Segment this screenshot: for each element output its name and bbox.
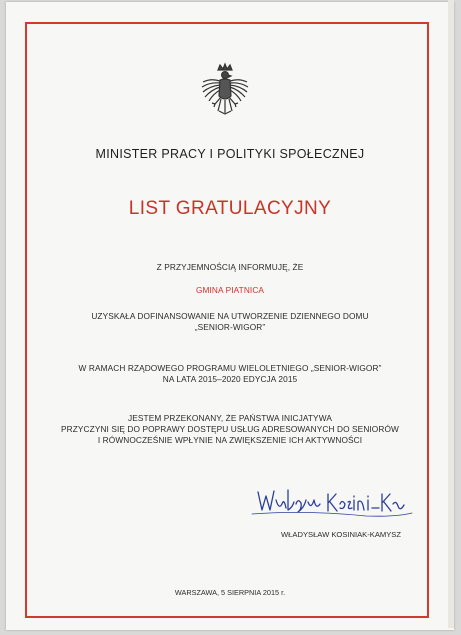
- closing-line-1: JESTEM PRZEKONANY, ŻE PAŃSTWA INICJATYWA: [128, 413, 332, 423]
- program-line-2: NA LATA 2015–2020 EDYCJA 2015: [162, 374, 298, 384]
- polish-eagle-emblem: [199, 62, 251, 124]
- letter-sheet: [6, 2, 454, 630]
- letter-title: LIST GRATULACYJNY: [128, 198, 332, 219]
- program-line-1: W RAMACH RZĄDOWEGO PROGRAMU WIELOLETNIEGO „SENIOR-WIGOR”: [78, 363, 382, 373]
- award-line-2: „SENIOR-WIGOR”: [194, 322, 266, 332]
- recipient-name: GMINA PIATNICA: [195, 285, 265, 295]
- ministry-heading: MINISTER PRACY I POLITYKI SPOŁECZNEJ: [95, 147, 365, 161]
- signatory-name: WŁADYSŁAW KOSINIAK-KAMYSZ: [281, 530, 401, 539]
- award-line-1: UZYSKAŁA DOFINANSOWANIE NA UTWORZENIE DZIENNEGO DOMU: [91, 311, 369, 321]
- place-and-date: WARSZAWA, 5 SIERPNIA 2015 r.: [174, 588, 286, 597]
- scan-edge: [448, 0, 454, 628]
- intro-line: Z PRZYJEMNOŚCIĄ INFORMUJĘ, ŻE: [156, 262, 304, 272]
- handwritten-signature: [246, 486, 416, 520]
- closing-line-3: I RÓWNOCZEŚNIE WPŁYNIE NA ZWIĘKSZENIE ICH AKTYWNOŚCI: [97, 435, 363, 445]
- closing-line-2: PRZYCZYNI SIĘ DO POPRAWY DOSTĘPU USŁUG ADRESOWANYCH DO SENIORÓW: [61, 424, 399, 434]
